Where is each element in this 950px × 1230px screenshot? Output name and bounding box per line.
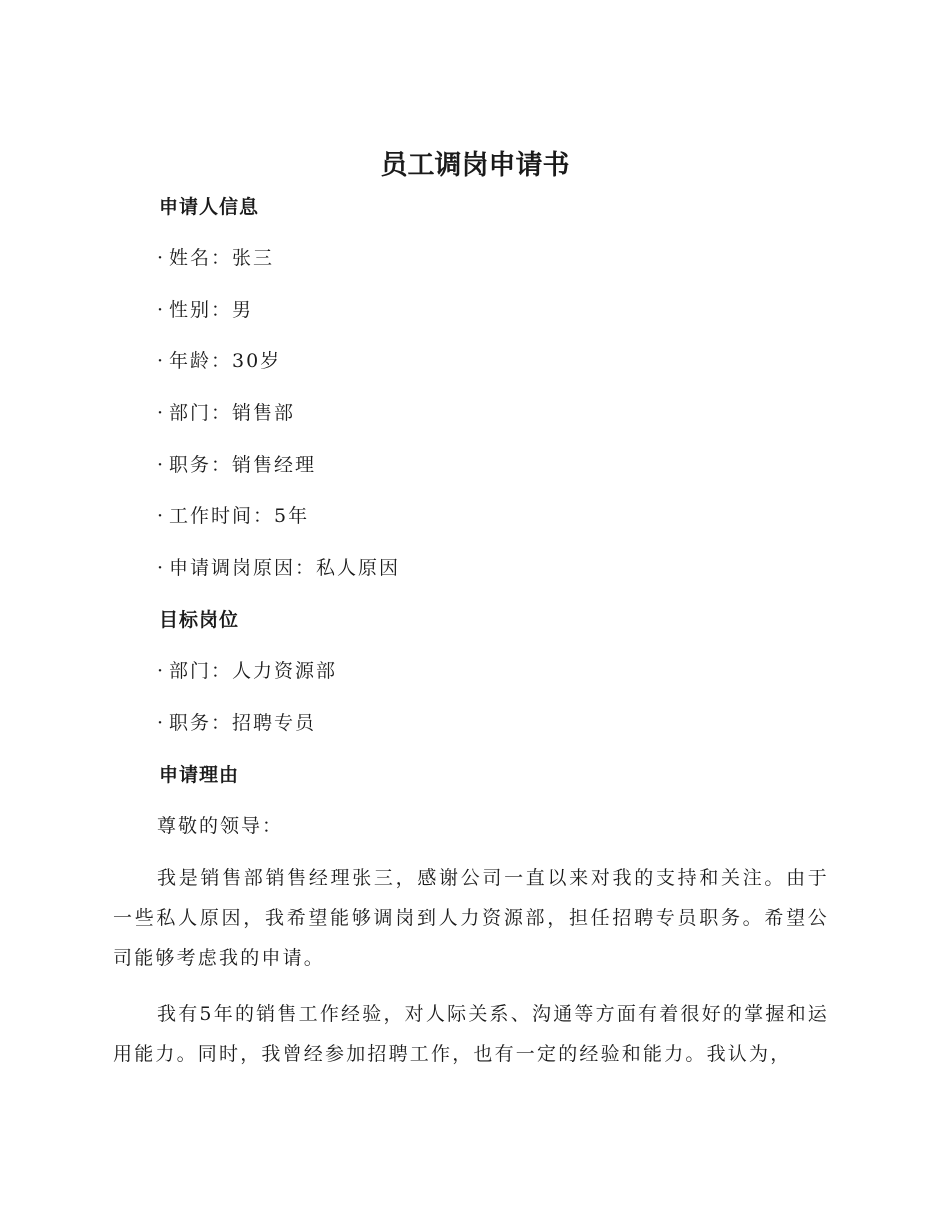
list-item <box>157 709 316 737</box>
section-heading-applicant: 申请人信息 <box>159 196 260 218</box>
list-item <box>157 244 274 272</box>
bullet-icon: · <box>157 350 164 372</box>
bullet-icon: · <box>157 247 164 269</box>
list-item-text: 申请调岗原因：私人原因 <box>169 557 401 579</box>
list-item-text: 职务：销售经理 <box>169 454 317 476</box>
list-item-text: 部门：销售部 <box>169 402 296 424</box>
bullet-icon: · <box>157 660 164 682</box>
list-item-text: 部门：人力资源部 <box>169 660 338 682</box>
list-item-text: 年龄：30岁 <box>169 350 282 372</box>
list-item <box>157 296 253 324</box>
page-title: 员工调岗申请书 <box>380 150 570 181</box>
list-item-text: 职务：招聘专员 <box>169 712 317 734</box>
paragraph: 我是销售部销售经理张三，感谢公司一直以来对我的支持和关注。由于一些私人原因，我希望能够调岗到人力资源部，担任招聘专员职务。希望公司能够考虑我的申请。 <box>113 867 829 969</box>
list-item <box>157 554 400 582</box>
bullet-icon: · <box>157 402 164 424</box>
section-heading-reason: 申请理由 <box>159 764 240 786</box>
list-item <box>157 399 295 427</box>
bullet-icon: · <box>157 299 164 321</box>
bullet-icon: · <box>157 454 164 476</box>
bullet-icon: · <box>157 557 164 579</box>
list-item <box>157 657 337 685</box>
bullet-icon: · <box>157 712 164 734</box>
list-item <box>157 347 281 375</box>
list-item-text: 姓名：张三 <box>169 247 275 269</box>
bullet-icon: · <box>157 505 164 527</box>
list-item <box>157 502 309 530</box>
section-heading-target: 目标岗位 <box>159 609 240 631</box>
salutation: 尊敬的领导： <box>157 815 284 837</box>
list-item-text: 工作时间：5年 <box>169 505 310 527</box>
list-item-text: 性别：男 <box>169 299 254 321</box>
list-item <box>157 451 316 479</box>
paragraph: 我有5年的销售工作经验，对人际关系、沟通等方面有着很好的掌握和运用能力。同时，我曾经参加招聘工作，也有一定的经验和能力。我认为， <box>113 1003 829 1065</box>
